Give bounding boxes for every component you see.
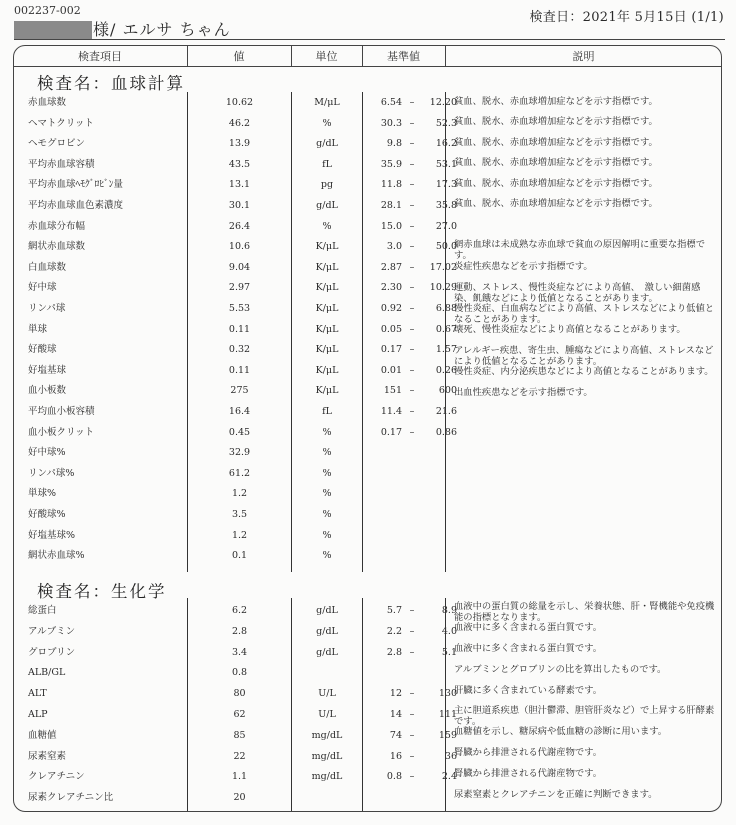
test-name: 白血球数 <box>28 261 67 273</box>
reference-high: 16.2 <box>435 138 457 150</box>
reference-high <box>419 546 457 566</box>
reference-low <box>366 464 402 484</box>
test-value: 0.8 <box>231 667 248 679</box>
test-name: 平均赤血球ﾍﾓｸﾞﾛﾋﾞﾝ量 <box>28 179 124 191</box>
test-value: 10.6 <box>228 241 251 253</box>
reference-high <box>419 663 457 683</box>
test-name: 総蛋白 <box>28 605 57 616</box>
table-row <box>14 134 457 154</box>
description: 血液中に多く含まれる蛋白質です。 <box>454 643 603 654</box>
test-unit: % <box>322 488 332 500</box>
test-unit: K/μL <box>315 364 339 376</box>
column-divider <box>445 92 446 572</box>
table-row <box>14 320 457 340</box>
test-value: 6.2 <box>231 605 248 616</box>
reference-range-dash: – <box>409 241 415 253</box>
test-value: 20 <box>233 792 246 804</box>
test-name: 好酸球 <box>28 344 57 356</box>
test-name: ALB/GL <box>28 667 66 679</box>
reference-low <box>366 663 402 683</box>
test-name: リンパ球% <box>28 467 75 479</box>
reference-low: 11.4 <box>380 406 402 417</box>
column-divider <box>187 92 188 572</box>
header-reference: 基準値 <box>387 49 420 63</box>
reference-low: 2.30 <box>380 282 402 294</box>
reference-high: 130 <box>438 688 457 700</box>
table-row <box>14 402 457 422</box>
table-row <box>14 155 457 175</box>
reference-range-dash: – <box>409 220 415 232</box>
test-name: 単球 <box>28 323 48 335</box>
table-row <box>14 726 457 746</box>
reference-low: 6.54 <box>380 97 402 108</box>
test-value: 13.9 <box>228 138 251 150</box>
reference-range-dash: – <box>409 158 415 170</box>
description: 貧血、脱水、赤血球増加症などを示す指標です。 <box>454 116 658 127</box>
header-item: 検査項目 <box>78 49 122 63</box>
test-name: 網状赤血球% <box>28 550 85 562</box>
description: 腎臓から排泄される代謝産物です。 <box>454 768 603 779</box>
test-value: 0.32 <box>228 344 251 356</box>
test-unit: K/μL <box>315 282 339 294</box>
column-divider <box>187 598 188 811</box>
reference-range-dash: – <box>409 179 415 191</box>
test-value: 5.53 <box>228 303 251 314</box>
reference-high: 0.67 <box>435 323 457 335</box>
reference-high: 1.57 <box>435 344 457 356</box>
reference-high: 6.88 <box>435 303 457 314</box>
test-name: 好酸球% <box>28 509 66 520</box>
reference-range-dash: – <box>409 97 415 108</box>
description: 血糖値を示し、糖尿病や低血糖の診断に用います。 <box>454 726 668 737</box>
test-name: ヘマトクリット <box>28 117 94 129</box>
test-unit <box>292 788 362 808</box>
table-row <box>14 217 457 237</box>
test-value: 80 <box>233 688 246 700</box>
description: 貧血、脱水、赤血球増加症などを示す指標です。 <box>454 137 658 148</box>
table-row <box>14 196 457 216</box>
test-value: 22 <box>233 750 246 762</box>
test-name: 好塩基球 <box>28 364 67 376</box>
table-row <box>14 622 457 642</box>
test-value: 10.62 <box>225 97 254 108</box>
reference-high: 4.0 <box>441 625 457 637</box>
reference-low: 0.17 <box>380 426 402 438</box>
test-name: ヘモグロビン <box>28 138 86 150</box>
reference-high: 21.6 <box>435 406 457 417</box>
test-unit: % <box>322 550 332 562</box>
exam-date: 検査日：2021年 5月15日 (1/1) <box>529 10 724 25</box>
reference-range-dash: – <box>409 605 415 616</box>
test-unit: % <box>322 529 332 541</box>
test-unit: K/μL <box>315 344 339 356</box>
table-row <box>14 747 457 767</box>
reference-range-dash: – <box>409 282 415 294</box>
header-unit: 単位 <box>315 49 338 63</box>
test-name: 単球% <box>28 488 57 500</box>
test-unit: % <box>322 220 332 232</box>
reference-low: 74 <box>389 729 402 741</box>
section-title-hematology: 検査名：血球計算 <box>37 74 185 93</box>
table-row <box>14 464 444 484</box>
reference-low: 16 <box>389 750 402 762</box>
table-row <box>14 526 444 546</box>
document-id: 002237-002 <box>14 4 81 17</box>
test-unit: g/dL <box>316 625 338 637</box>
test-name: 平均赤血球容積 <box>28 158 95 170</box>
reference-high: 50.0 <box>435 241 457 253</box>
reference-high: 17.3 <box>435 179 457 191</box>
reference-range-dash: – <box>409 261 415 273</box>
table-header <box>13 45 722 67</box>
test-unit: mg/dL <box>311 750 343 762</box>
column-divider <box>291 598 292 811</box>
redacted-owner-name <box>14 21 92 39</box>
table-row <box>14 258 457 278</box>
description: 血液中の蛋白質の総量を示し、栄養状態、肝・腎機能や免疫機能の指標となります。 <box>454 601 715 623</box>
test-value: 43.5 <box>228 158 251 170</box>
reference-low: 0.92 <box>380 303 402 314</box>
test-unit: mg/dL <box>311 729 343 741</box>
test-name: 血小板クリット <box>28 426 95 438</box>
test-unit: mg/dL <box>311 771 343 783</box>
description: 主に胆道系疾患（胆汁鬱滞、胆管肝炎など）で上昇する肝酵素です。 <box>454 705 715 727</box>
test-name: 平均血小板容積 <box>28 406 95 417</box>
test-value: 2.8 <box>231 625 248 637</box>
reference-high <box>419 526 457 546</box>
reference-high: 10.29 <box>429 282 457 294</box>
reference-low <box>366 484 402 504</box>
reference-range-dash: – <box>409 385 415 397</box>
reference-range-dash: – <box>409 117 415 129</box>
table-row <box>14 381 457 401</box>
reference-high: 0.26 <box>435 364 457 376</box>
reference-high: 27.0 <box>435 220 457 232</box>
test-name: 平均赤血球血色素濃度 <box>28 200 124 211</box>
test-name: 好中球 <box>28 282 57 294</box>
reference-high: 35.8 <box>435 200 457 211</box>
header-rule <box>14 39 725 40</box>
column-divider <box>362 598 363 811</box>
description: 炎症性疾患などを示す指標です。 <box>454 261 593 272</box>
test-unit: % <box>322 426 332 438</box>
reference-low: 0.05 <box>380 323 402 335</box>
reference-low <box>366 443 402 463</box>
description: 慢性炎症、白血病などにより高値、ストレスなどにより低値となることがあります。 <box>454 303 715 325</box>
header-description: 説明 <box>572 49 595 63</box>
description: 貧血、脱水、赤血球増加症などを示す指標です。 <box>454 96 658 107</box>
reference-low: 2.8 <box>386 646 402 658</box>
reference-low: 35.9 <box>380 158 402 170</box>
reference-high <box>419 484 457 504</box>
table-row <box>14 505 444 525</box>
section-title-biochemistry: 検査名：生化学 <box>37 582 167 601</box>
reference-high <box>419 464 457 484</box>
column-divider <box>291 92 292 572</box>
reference-low: 0.17 <box>380 344 402 356</box>
reference-low: 3.0 <box>386 241 402 253</box>
reference-low: 11.8 <box>380 179 402 191</box>
test-value: 3.5 <box>231 509 248 520</box>
test-unit: % <box>322 467 332 479</box>
reference-low: 151 <box>383 385 402 397</box>
reference-range-dash: – <box>409 729 415 741</box>
test-name: 赤血球分布幅 <box>28 220 86 232</box>
reference-high: 159 <box>438 729 457 741</box>
table-row <box>14 705 457 725</box>
reference-high: 36 <box>444 750 457 762</box>
description: 壊死、慢性炎症などにより高値となることがあります。 <box>454 324 686 335</box>
test-value: 1.1 <box>231 771 248 783</box>
test-unit: % <box>322 447 332 459</box>
table-row <box>14 684 457 704</box>
test-value: 3.4 <box>231 646 248 658</box>
test-unit: K/μL <box>315 385 339 397</box>
test-unit: M/μL <box>314 97 340 108</box>
reference-range-dash: – <box>409 625 415 637</box>
test-name: リンパ球 <box>28 303 66 314</box>
reference-low <box>366 788 402 808</box>
test-name: 好中球% <box>28 447 66 459</box>
test-unit: K/μL <box>315 303 339 314</box>
table-row <box>14 278 457 298</box>
description: 慢性炎症、内分泌疾患などにより高値となることがあります。 <box>454 366 714 377</box>
reference-low <box>366 505 402 525</box>
column-divider <box>445 598 446 811</box>
reference-range-dash: – <box>409 771 415 783</box>
table-row <box>14 484 444 504</box>
description: 貧血、脱水、赤血球増加症などを示す指標です。 <box>454 178 658 189</box>
reference-range-dash: – <box>409 688 415 700</box>
reference-range-dash: – <box>409 138 415 150</box>
reference-high <box>419 788 457 808</box>
table-row <box>14 93 457 113</box>
table-row <box>14 423 457 443</box>
test-unit: g/dL <box>316 646 338 658</box>
reference-range-dash: – <box>409 323 415 335</box>
reference-low: 2.2 <box>386 625 402 637</box>
test-value: 61.2 <box>228 467 251 479</box>
test-name: 網状赤血球数 <box>28 241 86 253</box>
reference-low: 14 <box>389 709 402 720</box>
reference-high <box>419 443 457 463</box>
reference-low: 5.7 <box>386 605 402 616</box>
test-name: クレアチニン <box>28 771 85 783</box>
table-row <box>14 767 457 787</box>
test-value: 30.1 <box>228 200 251 211</box>
reference-high: 52.3 <box>435 117 457 129</box>
test-value: 275 <box>230 385 249 397</box>
test-value: 0.1 <box>231 550 248 562</box>
reference-low: 0.01 <box>380 364 402 376</box>
reference-high: 8.9 <box>441 605 457 616</box>
test-unit: U/L <box>318 709 336 720</box>
test-value: 1.2 <box>231 529 248 541</box>
table-row <box>14 299 457 319</box>
description: 網赤血球は未成熟な赤血球で貧血の原因解明に重要な指標です。 <box>454 239 706 261</box>
reference-range-dash: – <box>409 200 415 211</box>
reference-range-dash: – <box>409 750 415 762</box>
description: アルブミンとグロブリンの比を算出したものです。 <box>454 664 667 675</box>
description: 出血性疾患などを示す指標です。 <box>454 387 593 398</box>
test-name: 尿素クレアチニン比 <box>28 792 114 804</box>
test-unit: pg <box>320 179 334 191</box>
test-unit: g/dL <box>316 605 338 616</box>
test-value: 85 <box>233 729 246 741</box>
test-name: 血糖値 <box>28 729 57 741</box>
reference-range-dash: – <box>409 709 415 720</box>
test-value: 62 <box>233 709 246 720</box>
reference-low <box>366 546 402 566</box>
reference-low: 30.3 <box>380 117 402 129</box>
test-name: 好塩基球% <box>28 529 76 541</box>
test-value: 2.97 <box>228 282 251 294</box>
reference-range-dash: – <box>409 303 415 314</box>
description: アレルギー疾患、寄生虫、腫瘍などにより高値、ストレスなどにより低値となることがあります。 <box>454 345 714 367</box>
test-value: 32.9 <box>228 447 251 459</box>
reference-range-dash: – <box>409 344 415 356</box>
column-divider <box>362 92 363 572</box>
reference-high <box>419 505 457 525</box>
description: 腎臓から排泄される代謝産物です。 <box>454 747 603 758</box>
test-unit <box>292 663 362 683</box>
test-name: 尿素窒素 <box>28 750 67 762</box>
description: 運動、ストレス、慢性炎症などにより高値、 激しい細菌感染、飢餓などにより低値となることがあります。 <box>454 282 701 304</box>
patient-line <box>14 19 231 39</box>
reference-high: 600 <box>438 385 457 397</box>
reference-range-dash: – <box>409 406 415 417</box>
test-unit: K/μL <box>315 241 339 253</box>
reference-high: 2.4 <box>441 771 457 783</box>
reference-range-dash: – <box>409 646 415 658</box>
description: 貧血、脱水、赤血球増加症などを示す指標です。 <box>454 157 658 168</box>
description: 肝臓に多く含まれている酵素です。 <box>454 685 603 696</box>
description: 血液中に多く含まれる蛋白質です。 <box>454 622 603 633</box>
test-name: 赤血球数 <box>28 97 67 108</box>
table-row <box>14 643 457 663</box>
test-name: ALP <box>28 709 48 720</box>
table-row <box>14 546 444 566</box>
table-row <box>14 114 457 134</box>
test-unit: % <box>322 509 332 520</box>
test-unit: fL <box>322 158 332 170</box>
test-unit: g/dL <box>316 200 338 211</box>
test-unit: % <box>322 117 332 129</box>
test-name: ALT <box>28 688 47 700</box>
test-value: 0.11 <box>228 364 251 376</box>
reference-range-dash: – <box>409 364 415 376</box>
test-value: 0.11 <box>228 323 251 335</box>
test-value: 0.45 <box>228 426 251 438</box>
test-value: 13.1 <box>228 179 251 191</box>
test-value: 46.2 <box>228 117 251 129</box>
test-value: 16.4 <box>228 406 251 417</box>
test-unit: K/μL <box>315 261 339 273</box>
reference-high: 17.02 <box>429 261 457 273</box>
reference-low: 0.8 <box>386 771 402 783</box>
reference-low <box>366 526 402 546</box>
test-name: アルブミン <box>28 625 76 637</box>
reference-low: 9.8 <box>386 138 402 150</box>
table-row <box>14 361 457 381</box>
reference-high: 12.20 <box>429 97 457 108</box>
table-row <box>14 340 457 360</box>
table-row <box>14 788 444 808</box>
description: 尿素窒素とクレアチニンを正確に判断できます。 <box>454 789 658 800</box>
reference-low: 2.87 <box>380 261 402 273</box>
test-unit: g/dL <box>316 138 338 150</box>
table-row <box>14 663 444 683</box>
test-unit: K/μL <box>315 323 339 335</box>
reference-high: 0.86 <box>435 426 457 438</box>
test-unit: U/L <box>318 688 336 700</box>
table-row <box>14 237 457 257</box>
table-row <box>14 175 457 195</box>
reference-low: 15.0 <box>380 220 402 232</box>
header-value: 値 <box>233 49 245 63</box>
table-row <box>14 443 444 463</box>
reference-low: 12 <box>389 688 402 700</box>
test-unit: fL <box>322 406 332 417</box>
reference-high: 53.1 <box>435 158 457 170</box>
reference-high: 5.1 <box>441 646 457 658</box>
patient-name: 様/ エルサ ちゃん <box>93 20 231 39</box>
table-row <box>14 601 457 621</box>
test-value: 26.4 <box>228 220 251 232</box>
reference-range-dash: – <box>409 426 415 438</box>
reference-low: 28.1 <box>380 200 402 211</box>
test-name: グロブリン <box>28 646 76 658</box>
description: 貧血、脱水、赤血球増加症などを示す指標です。 <box>454 198 658 209</box>
test-value: 9.04 <box>228 261 251 273</box>
test-name: 血小板数 <box>28 385 67 397</box>
reference-high: 111 <box>438 709 457 720</box>
test-value: 1.2 <box>231 488 248 500</box>
